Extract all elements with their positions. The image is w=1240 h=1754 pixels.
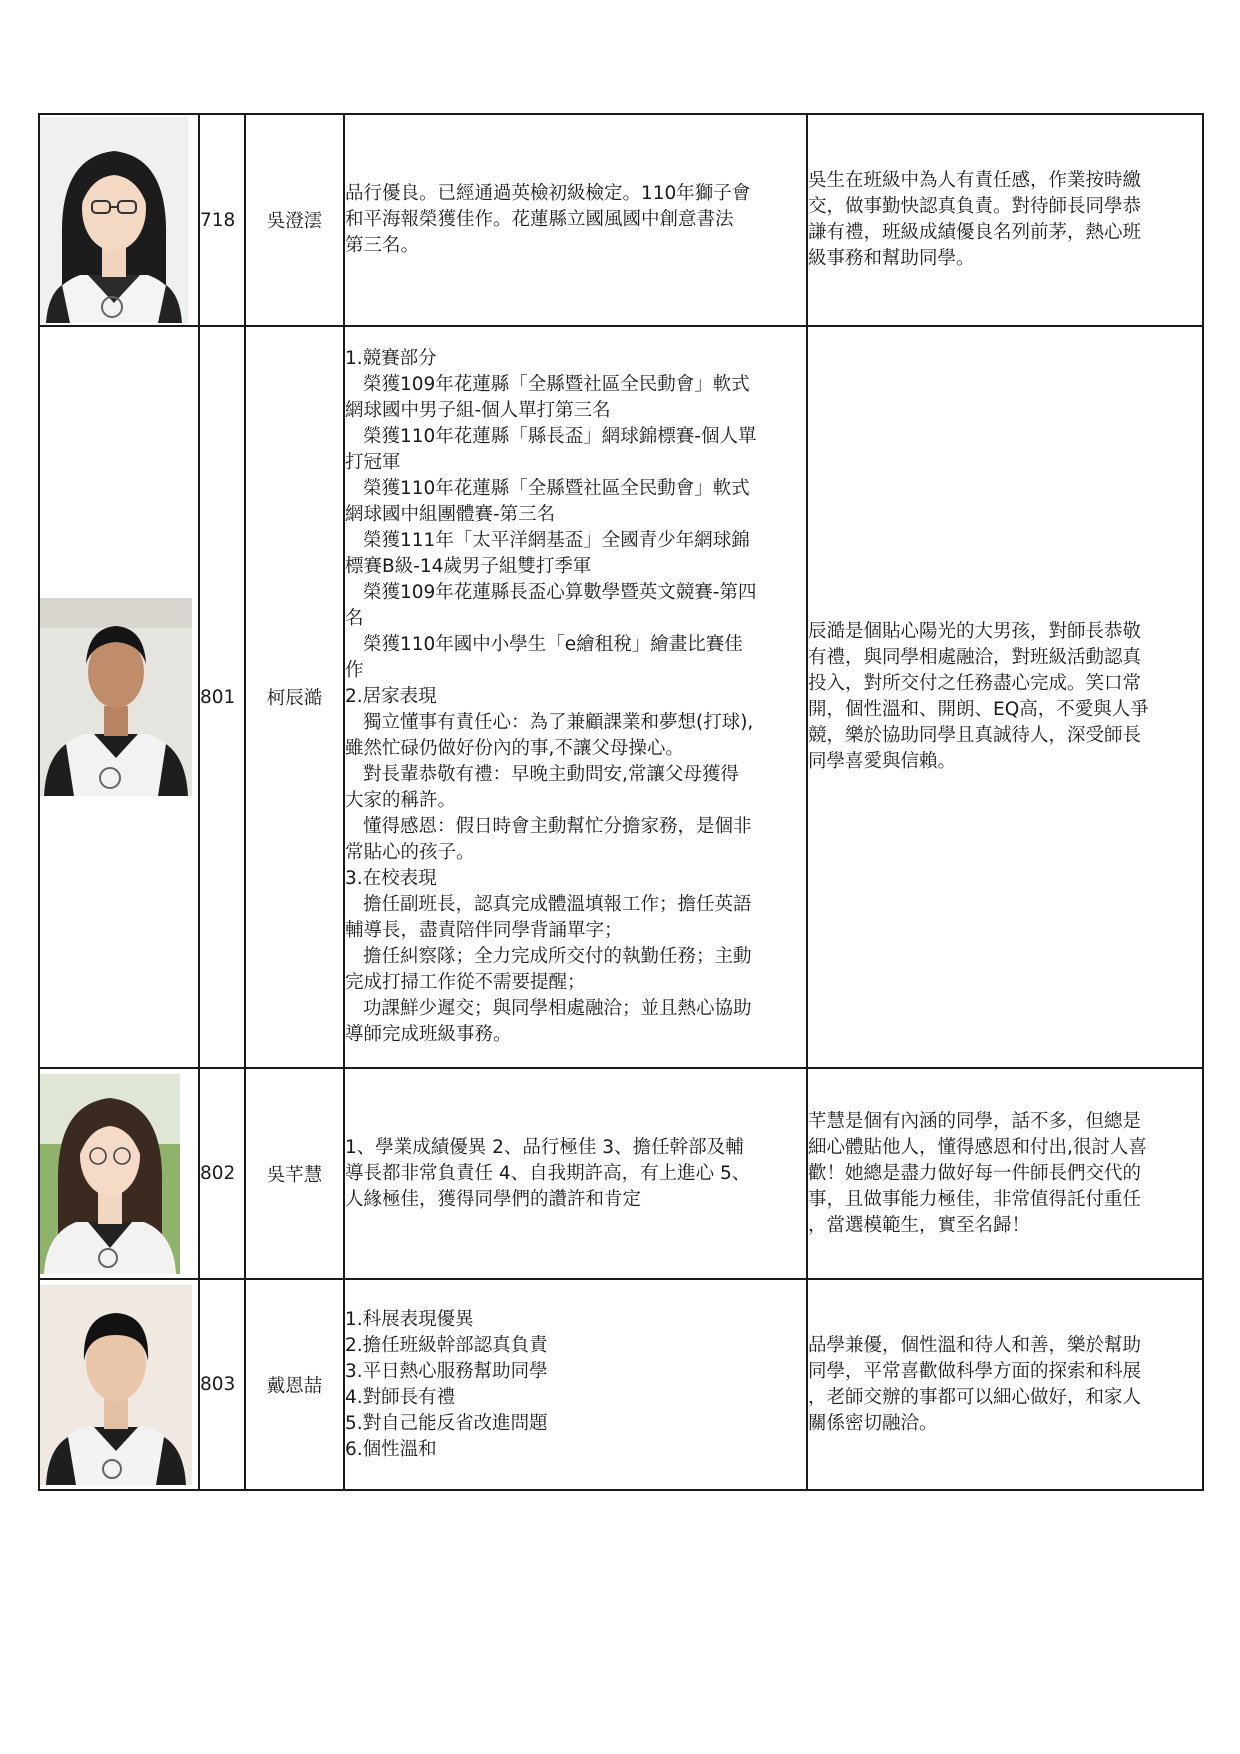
achievement-line: 榮獲110年花蓮縣「縣長盃」網球錦標賽-個人單	[363, 426, 757, 447]
achievement-line: 打冠軍	[345, 452, 401, 473]
achievement-line: 1.科展表現優異	[345, 1308, 474, 1330]
comment-line: 事，且做事能力極佳，非常值得託付重任	[808, 1188, 1142, 1210]
achievement-line: 人緣極佳，獲得同學們的讚許和肯定	[345, 1188, 642, 1210]
comment-line: 辰澔是個貼心陽光的大男孩，對師長恭敬	[808, 621, 1142, 642]
achievement-line: 常貼心的孩子。	[345, 842, 475, 863]
class-number: 802	[199, 1068, 245, 1279]
comment-cell	[807, 1279, 1203, 1490]
achievement-line: 懂得感恩：假日時會主動幫忙分擔家務，是個非	[363, 816, 752, 837]
achievement-line: 品行優良。已經通過英檢初級檢定。110年獅子會	[345, 183, 751, 204]
student-name: 柯辰澔	[245, 326, 344, 1068]
achievement-line: 3.平日熱心服務幫助同學	[345, 1360, 548, 1382]
comment-line: 投入，對所交付之任務盡心完成。笑口常	[808, 673, 1142, 694]
comment-line: 同學，平常喜歡做科學方面的探索和科展	[808, 1360, 1142, 1382]
achievement-line: 對長輩恭敬有禮：早晚主動問安,常讓父母獲得	[363, 764, 739, 785]
comment-line: 關係密切融洽。	[808, 1412, 938, 1434]
achievement-line: 完成打掃工作從不需要提醒；	[345, 972, 586, 993]
class-number: 718	[199, 114, 245, 326]
class-number: 801	[199, 326, 245, 1068]
comment-cell	[807, 326, 1203, 1068]
comment-line: 有禮，與同學相處融洽，對班級活動認真	[808, 647, 1142, 668]
comment-line: 同學喜愛與信賴。	[808, 751, 957, 772]
section-heading: 1.競賽部分	[345, 348, 437, 369]
student-photo	[40, 598, 192, 796]
comment-line: 芊慧是個有內涵的同學，話不多，但總是	[808, 1110, 1142, 1132]
comment-line: 歡！她總是盡力做好每一件師長們交代的	[808, 1162, 1142, 1184]
student-row	[39, 114, 1203, 326]
comment-line: 競，樂於協助同學且真誠待人，深受師長	[808, 725, 1142, 746]
comment-line: 開，個性溫和、開朗、EQ高，不愛與人爭	[808, 699, 1149, 720]
student-name: 吳澄澐	[245, 114, 344, 326]
comment-line: 謙有禮，班級成績優良名列前茅，熱心班	[808, 222, 1142, 243]
photo-cell	[39, 114, 199, 326]
comment-line: ，老師交辦的事都可以細心做好，和家人	[808, 1386, 1142, 1408]
achievement-line: 導師完成班級事務。	[345, 1024, 512, 1045]
comment-line: 級事務和幫助同學。	[808, 248, 975, 269]
section-heading: 2.居家表現	[345, 686, 437, 707]
student-name: 戴恩喆	[245, 1279, 344, 1490]
photo-cell	[39, 1068, 199, 1279]
student-photo	[40, 1074, 180, 1274]
achievement-line: 2.擔任班級幹部認真負責	[345, 1334, 548, 1356]
achievements-cell	[344, 1068, 807, 1279]
achievement-line: 4.對師長有禮	[345, 1386, 456, 1408]
class-number: 803	[199, 1279, 245, 1490]
student-row	[39, 1068, 1203, 1279]
achievements-cell	[344, 1279, 807, 1490]
achievement-line: 1、學業成績優異 2、品行極佳 3、擔任幹部及輔	[345, 1136, 744, 1158]
student-row	[39, 326, 1203, 1068]
achievement-line: 功課鮮少遲交；與同學相處融洽；並且熱心協助	[363, 998, 752, 1019]
achievement-line: 榮獲109年花蓮縣長盃心算數學暨英文競賽-第四	[363, 582, 757, 603]
achievements-cell	[344, 326, 807, 1068]
achievement-line: 第三名。	[345, 235, 420, 256]
achievement-line: 榮獲110年花蓮縣「全縣暨社區全民動會」軟式	[363, 478, 750, 499]
achievement-line: 導長都非常負責任 4、自我期許高，有上進心 5、	[345, 1162, 751, 1184]
student-photo	[40, 117, 188, 323]
section-heading: 3.在校表現	[345, 868, 437, 889]
achievement-line: 作	[345, 660, 364, 681]
student-row	[39, 1279, 1203, 1490]
comment-cell	[807, 1068, 1203, 1279]
student-name: 吳芊慧	[245, 1068, 344, 1279]
achievement-line: 榮獲109年花蓮縣「全縣暨社區全民動會」軟式	[363, 374, 750, 395]
comment-line: 交，做事勤快認真負責。對待師長同學恭	[808, 196, 1142, 217]
achievement-line: 和平海報榮獲佳作。花蓮縣立國風國中創意書法	[345, 209, 734, 230]
achievement-line: 6.個性溫和	[345, 1438, 437, 1460]
achievement-line: 網球國中組團體賽-第三名	[345, 504, 556, 525]
achievement-line: 輔導長，盡責陪伴同學背誦單字；	[345, 920, 623, 941]
student-roster-table	[38, 113, 1204, 1491]
achievement-line: 雖然忙碌仍做好份內的事,不讓父母操心。	[345, 738, 684, 759]
achievement-line: 擔任副班長，認真完成體溫填報工作；擔任英語	[363, 894, 752, 915]
achievement-line: 標賽B級-14歲男子組雙打季軍	[345, 556, 592, 577]
student-photo	[40, 1285, 192, 1485]
achievement-line: 獨立懂事有責任心：為了兼顧課業和夢想(打球),	[363, 712, 754, 733]
comment-line: 細心體貼他人，懂得感恩和付出,很討人喜	[808, 1136, 1147, 1158]
achievement-line: 大家的稱許。	[345, 790, 457, 811]
comment-line: 吳生在班級中為人有責任感，作業按時繳	[808, 170, 1142, 191]
achievement-line: 名	[345, 608, 364, 629]
achievements-cell	[344, 114, 807, 326]
comment-line: ，當選模範生，實至名歸！	[808, 1214, 1031, 1236]
comment-line: 品學兼優，個性溫和待人和善，樂於幫助	[808, 1334, 1142, 1356]
comment-cell	[807, 114, 1203, 326]
achievement-line: 5.對自己能反省改進問題	[345, 1412, 548, 1434]
photo-cell	[39, 326, 199, 1068]
achievement-line: 網球國中男子組-個人單打第三名	[345, 400, 611, 421]
achievement-line: 擔任糾察隊；全力完成所交付的執勤任務；主動	[363, 946, 752, 967]
achievement-line: 榮獲111年「太平洋網基盃」全國青少年網球錦	[363, 530, 750, 551]
photo-cell	[39, 1279, 199, 1490]
achievement-line: 榮獲110年國中小學生「e繪租稅」繪畫比賽佳	[363, 634, 743, 655]
